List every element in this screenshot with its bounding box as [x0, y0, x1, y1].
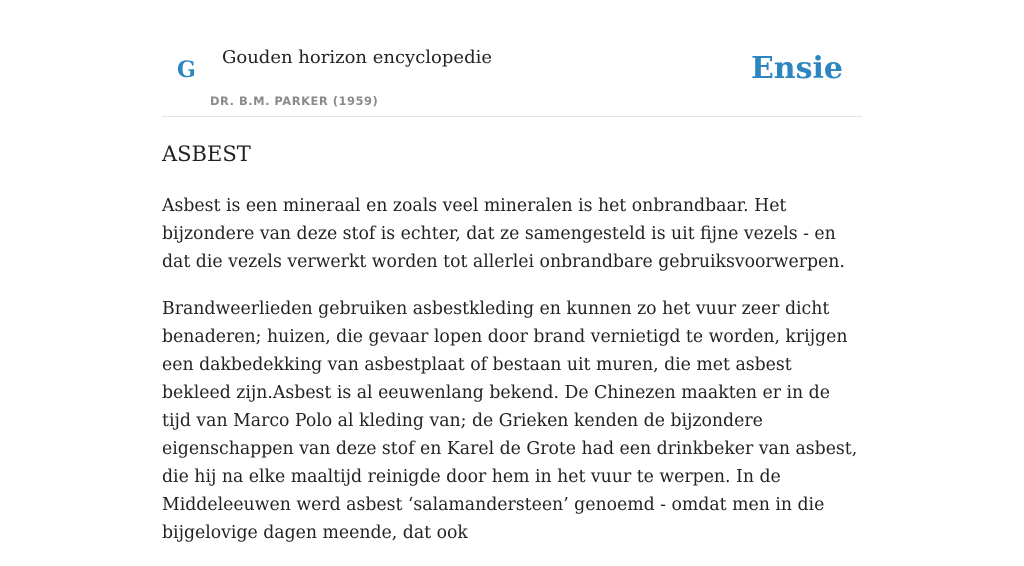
book-logo[interactable]: G [177, 57, 196, 83]
book-author: DR. B.M. PARKER (1959) [210, 94, 379, 108]
article-paragraph: Brandweerlieden gebruiken asbestkleding en kunnen zo het vuur zeer dicht benaderen; huizen, die gevaar lopen door brand vernietigd te worden, krijgen een dakbedekking van asbestplaat of bestaan uit muren, die met asbest bekleed zijn.Asbest is al eeuwenlang bekend. De Chinezen maakten er in de tijd van Marco Polo al kleding van; de Grieken kenden de bijzondere eigenschappen van deze stof en Karel de Grote had een drinkbeker van asbest, die hij na elke maaltijd reinigde door hem in het vuur te werpen. In de Middeleeuwen werd asbest ‘salamandersteen’ genoemd - omdat men in die bijgelovige dagen meende, dat ook [162, 299, 858, 543]
brand-logo[interactable]: Ensie [750, 51, 843, 86]
article-paragraph: Asbest is een mineraal en zoals veel mineralen is het onbrandbaar. Het bijzondere van deze stof is echter, dat ze samengesteld is uit fijne vezels - en dat die vezels verwerkt worden tot allerlei onbrandbare gebruiksvoorwerpen. [162, 196, 845, 272]
article-body [162, 192, 862, 547]
book-title[interactable]: Gouden horizon encyclopedie [222, 47, 492, 68]
article [162, 138, 862, 566]
article-title: ASBEST [162, 142, 251, 166]
book-header [162, 0, 862, 117]
